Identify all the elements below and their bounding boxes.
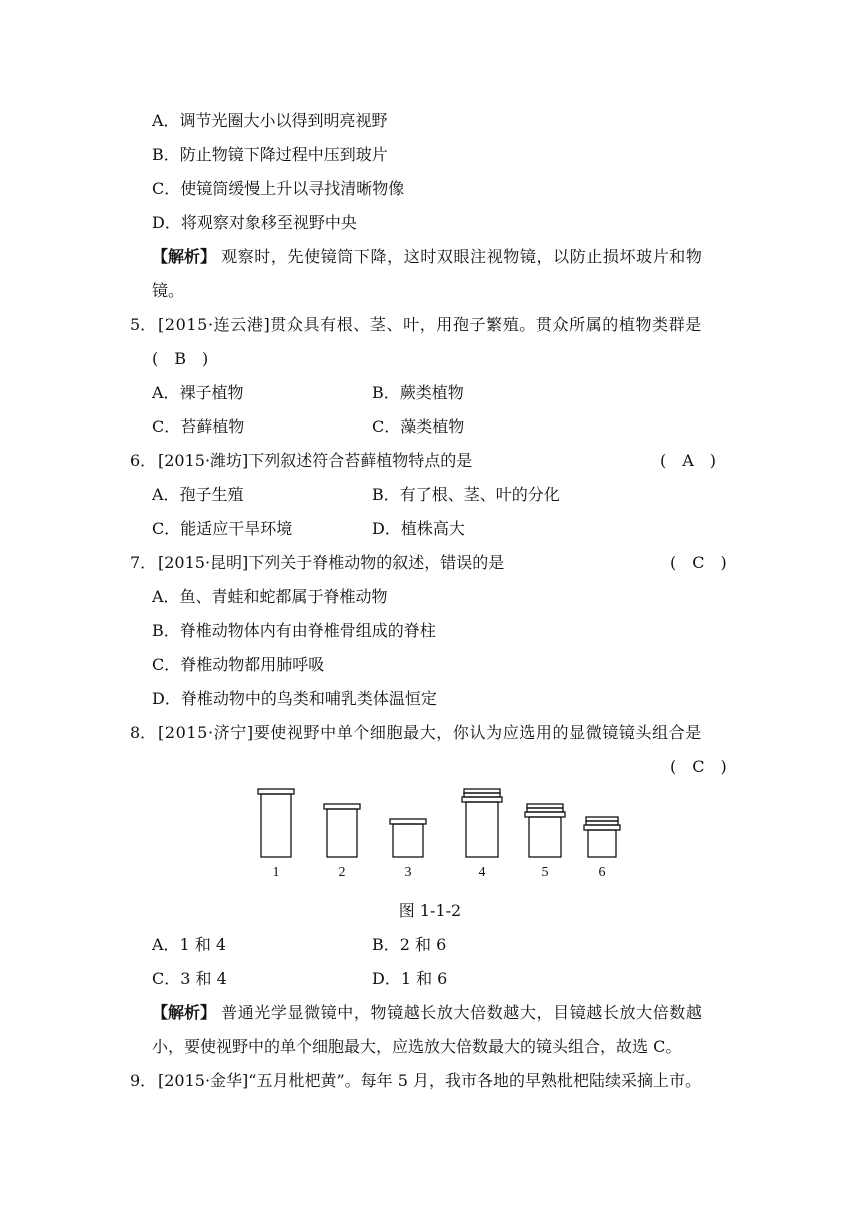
option: C．3 和 4 <box>152 969 227 988</box>
question-text: [2015·济宁]要使视野中单个细胞最大，你认为应选用的显微镜镜头组合是 <box>158 723 702 742</box>
option: D．1 和 6 <box>372 969 448 988</box>
option: B．2 和 6 <box>372 935 447 954</box>
answer-bracket: ( C ) <box>670 553 727 572</box>
question-number: 9． <box>130 1071 157 1090</box>
analysis-text: 观察时，先使镜筒下降，这时双眼注视物镜，以防止损坏玻片和物 <box>221 247 703 266</box>
option: A．孢子生殖 <box>152 485 244 504</box>
option: A．裸子植物 <box>152 383 244 402</box>
q4-option-c: C．使镜筒缓慢上升以寻找清晰物像 <box>152 179 405 198</box>
question-text: [2015·连云港]贯众具有根、茎、叶，用孢子繁殖。贯众所属的植物类群是 <box>158 315 702 334</box>
q4-option-d: D．将观察对象移至视野中央 <box>152 213 357 232</box>
question-number: 7． <box>130 553 157 572</box>
analysis-label: 【解析】 <box>152 1003 217 1022</box>
lens-figure <box>240 784 640 884</box>
answer-bracket: ( B ) <box>152 349 209 368</box>
q8-analysis <box>152 1002 703 1024</box>
lens-label: 2 <box>338 865 346 880</box>
lens-1-icon <box>258 789 294 857</box>
question-number: 6． <box>130 451 157 470</box>
option: C．能适应干旱环境 <box>152 519 293 538</box>
option: B．脊椎动物体内有由脊椎骨组成的脊柱 <box>152 621 436 640</box>
figure-caption: 图 1-1-2 <box>398 901 462 920</box>
lens-2-icon <box>324 804 360 857</box>
lens-3-icon <box>390 819 426 857</box>
analysis-text-cont: 镜。 <box>152 281 185 300</box>
lens-label: 3 <box>404 865 412 880</box>
analysis-text: 普通光学显微镜中，物镜越长放大倍数越大，目镜越长放大倍数越 <box>221 1003 703 1022</box>
answer-bracket: ( C ) <box>670 757 727 776</box>
question-text: [2015·潍坊]下列叙述符合苔藓植物特点的是 <box>158 451 473 470</box>
lens-label: 1 <box>272 865 280 880</box>
q4-option-b: B．防止物镜下降过程中压到玻片 <box>152 145 388 164</box>
lens-6-icon <box>584 817 620 857</box>
option: B．有了根、茎、叶的分化 <box>372 485 560 504</box>
q4-analysis <box>152 246 703 268</box>
option: A．1 和 4 <box>152 935 227 954</box>
q4-option-a: A．调节光圈大小以得到明亮视野 <box>152 111 388 130</box>
question-number: 5． <box>130 315 157 334</box>
option: D．植株高大 <box>372 519 465 538</box>
lens-label: 5 <box>541 865 549 880</box>
option: C．苔藓植物 <box>152 417 245 436</box>
question-text: [2015·昆明]下列关于脊椎动物的叙述，错误的是 <box>158 553 505 572</box>
question-text: [2015·金华]“五月枇杷黄”。每年 5 月，我市各地的早熟枇杷陆续采摘上市。 <box>158 1071 702 1090</box>
lens-4-icon <box>462 789 502 857</box>
question-number: 8． <box>130 723 157 742</box>
lens-5-icon <box>525 804 565 857</box>
option: D．脊椎动物中的鸟类和哺乳类体温恒定 <box>152 689 437 708</box>
analysis-label: 【解析】 <box>152 247 217 266</box>
lens-label: 4 <box>478 865 486 880</box>
option: A．鱼、青蛙和蛇都属于脊椎动物 <box>152 587 388 606</box>
lens-label: 6 <box>598 865 606 880</box>
option: B．蕨类植物 <box>372 383 464 402</box>
answer-bracket: ( A ) <box>660 451 717 470</box>
analysis-text-cont: 小，要使视野中的单个细胞最大，应选放大倍数最大的镜头组合，故选 C。 <box>152 1037 682 1056</box>
option: C．藻类植物 <box>372 417 465 436</box>
option: C．脊椎动物都用肺呼吸 <box>152 655 325 674</box>
